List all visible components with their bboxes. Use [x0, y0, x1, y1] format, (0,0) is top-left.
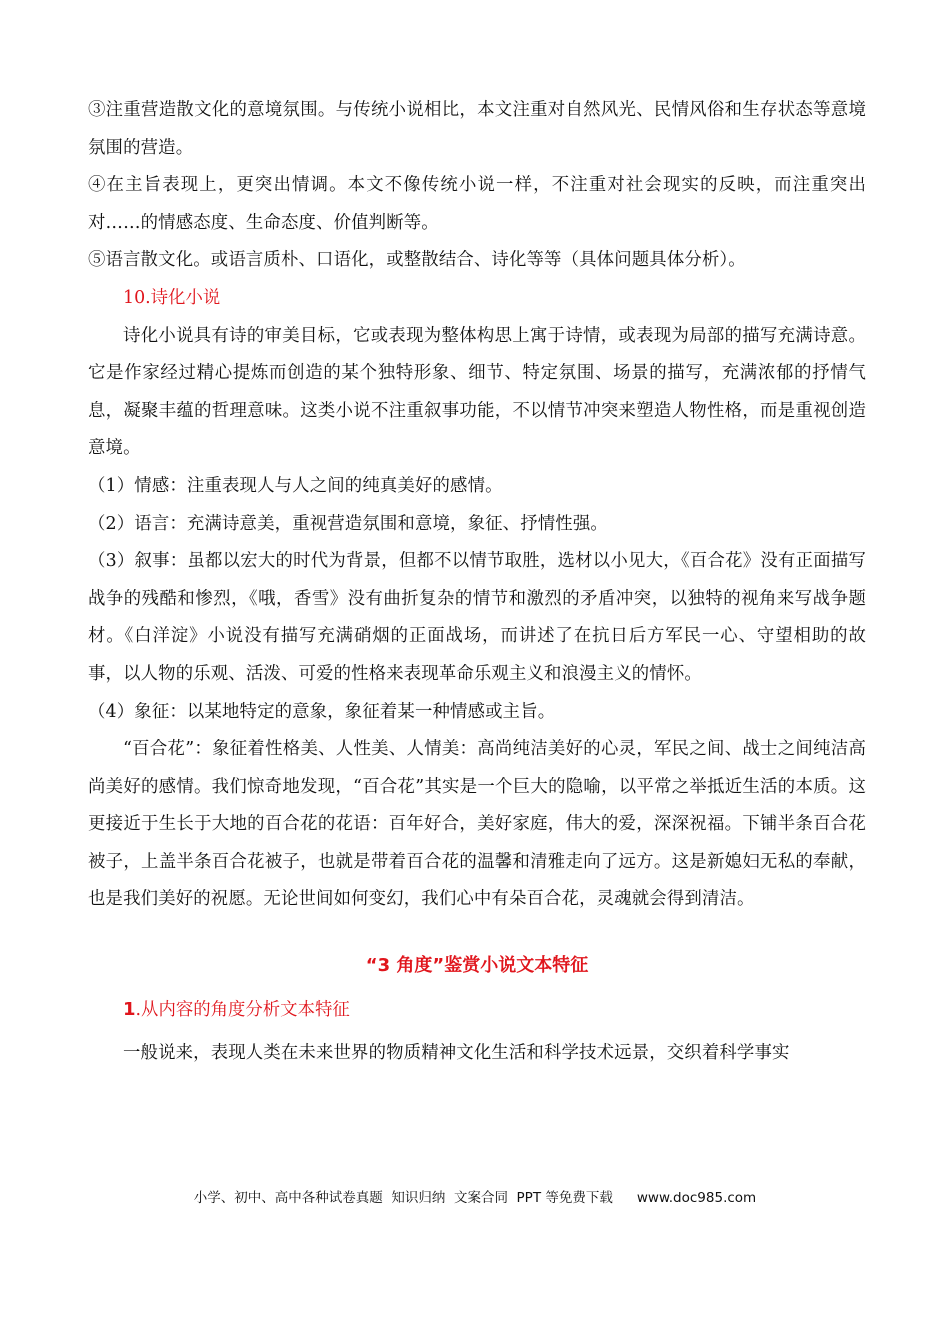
paragraph-3-atmosphere: ③注重营造散文化的意境氛围。与传统小说相比，本文注重对自然风光、民情风俗和生存状态等意境氛围的营造。 [88, 100, 866, 158]
paragraph-4-theme: ④在主旨表现上，更突出情调。本文不像传统小说一样，不注重对社会现实的反映，而注重突出对……的情感态度、生命态度、价值判断等。 [88, 175, 866, 233]
section-10-item-2: （2）语言：充满诗意美，重视营造氛围和意境，象征、抒情性强。 [88, 513, 608, 534]
spacer [88, 919, 866, 947]
section-10-item-1: （1）情感：注重表现人与人之间的纯真美好的感情。 [88, 475, 503, 496]
subsection-1-paragraph: 一般说来，表现人类在未来世界的物质精神文化生活和科学技术远景，交织着科学事实 [123, 1043, 790, 1064]
footer-link[interactable]: www.doc985.com [636, 1190, 757, 1206]
subsection-label: .从内容的角度分析文本特征 [135, 999, 350, 1020]
section-10-item-4: （4）象征：以某地特定的意象，象征着某一种情感或主旨。 [88, 701, 556, 722]
section-10-heading: 10.诗化小说 [123, 287, 221, 308]
paragraph-5-language: ⑤语言散文化。或语言质朴、口语化，或整散结合、诗化等等（具体问题具体分析）。 [88, 250, 746, 271]
section-10-item-3: （3）叙事：虽都以宏大的时代为背景，但都不以情节取胜，选材以小见大，《百合花》没有正面描写战争的残酷和惨烈，《哦，香雪》没有曲折复杂的情节和激烈的矛盾冲突，以独特的视角来写战争题材。《白洋淀》小说没有描写充满硝烟的正面战场，而讲述了在抗日后方军民一心、守望相助的故事，以人物的乐观、活泼、可爱的性格来表现革命乐观主义和浪漫主义的情怀。 [88, 551, 866, 684]
subsection-number: 1 [123, 998, 136, 1020]
subsection-1-heading [88, 991, 866, 1030]
document-body [88, 92, 866, 1073]
footer-text: 小学、初中、高中各种试卷真题 知识归纳 文案合同 PPT 等免费下载 [193, 1190, 613, 1206]
section-10-intro: 诗化小说具有诗的审美目标，它或表现为整体构思上寓于诗情，或表现为局部的描写充满诗意。它是作家经过精心提炼而创造的某个独特形象、细节、特定氛围、场景的描写，充满浓郁的抒情气息，凝聚丰蕴的哲理意味。这类小说不注重叙事功能，不以情节冲突来塑造人物性格，而是重视创造意境。 [88, 325, 866, 459]
section-title: “3 角度”鉴赏小说文本特征 [365, 955, 589, 977]
page-footer [0, 1186, 950, 1206]
lily-symbolism-paragraph: “百合花”：象征着性格美、人性美、人情美：高尚纯洁美好的心灵，军民之间、战士之间纯洁高尚美好的感情。我们惊奇地发现，“百合花”其实是一个巨大的隐喻，以平常之举抵近生活的本质。这更接近于生长于大地的百合花的花语：百年好合，美好家庭，伟大的爱，深深祝福。下铺半条百合花被子，上盖半条百合花被子，也就是带着百合花的温馨和清雅走向了远方。这是新媳妇无私的奉献，也是我们美好的祝愿。无论世间如何变幻，我们心中有朵百合花，灵魂就会得到清洁。 [88, 739, 866, 910]
